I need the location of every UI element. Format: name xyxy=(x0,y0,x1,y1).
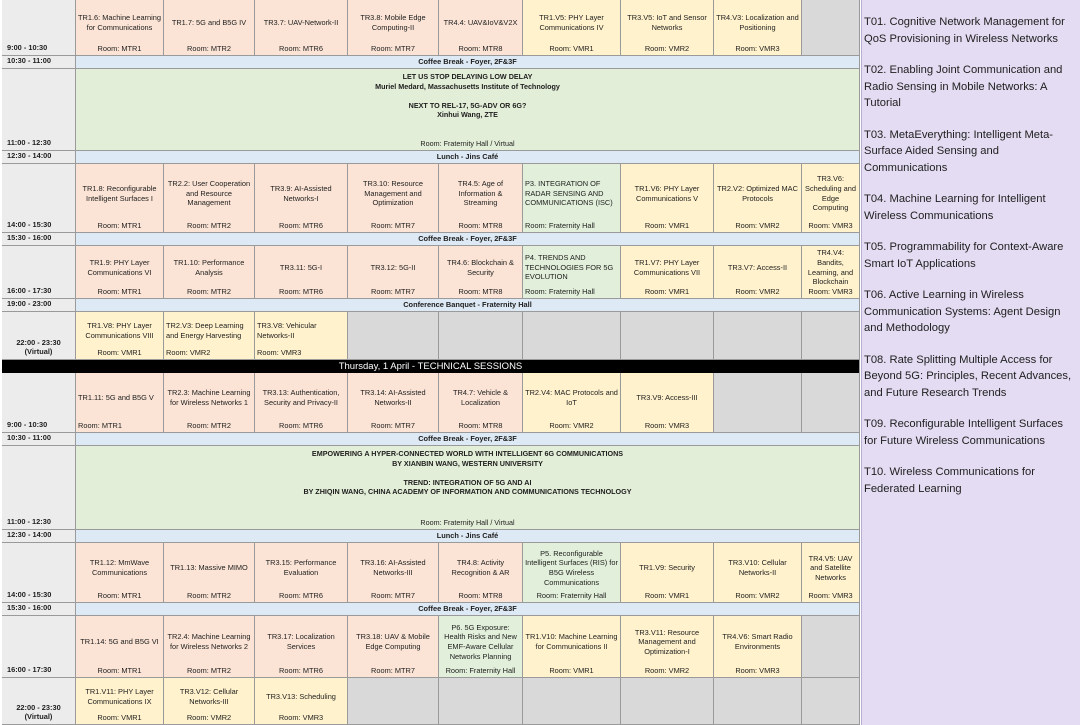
session-room: Room: MTR6 xyxy=(279,221,323,230)
session-room: Room: MTR8 xyxy=(458,591,503,600)
break-label: Coffee Break - Foyer, 2F&3F xyxy=(418,57,517,67)
session-room: Room: MTR1 xyxy=(97,666,142,675)
session-title: TR4.7: Vehicle & Localization xyxy=(452,388,509,407)
session-title: TR1.13: Massive MIMO xyxy=(170,563,248,573)
session-room: Room: MTR7 xyxy=(371,221,415,230)
session-cell[interactable] xyxy=(439,0,523,56)
session-cell[interactable] xyxy=(523,164,621,233)
break-label: Lunch - Jins Café xyxy=(436,152,499,162)
plenary-line xyxy=(76,91,859,101)
empty-slot xyxy=(802,678,860,725)
session-room: Room: MTR6 xyxy=(279,666,323,675)
session-title: TR1.V9: Security xyxy=(639,563,695,573)
session-title: P6. 5G Exposure: Health Risks and New EMF-Aware Cellular Networks Planning xyxy=(444,622,517,661)
session-cell[interactable] xyxy=(714,0,802,56)
session-cell[interactable] xyxy=(621,373,714,433)
empty-slot xyxy=(621,678,714,725)
session-room: Room: MTR8 xyxy=(458,44,503,53)
empty-slot xyxy=(523,678,621,725)
session-room: Room: MTR2 xyxy=(187,666,231,675)
session-room: Room: MTR7 xyxy=(371,287,415,296)
session-cell[interactable] xyxy=(164,312,255,360)
time-slot xyxy=(2,246,76,299)
time-slot-label: 22:00 - 23:30 xyxy=(16,702,61,712)
session-cell[interactable] xyxy=(348,164,439,233)
session-room: Room: VMR2 xyxy=(735,221,780,230)
empty-slot xyxy=(348,312,439,360)
session-room: Room: MTR7 xyxy=(371,44,415,53)
session-title: TR3.V6: Scheduling and Edge Computing xyxy=(805,174,856,213)
session-cell[interactable] xyxy=(255,164,348,233)
session-title: TR3.15: Performance Evaluation xyxy=(265,558,337,577)
session-title: TR3.V13: Scheduling xyxy=(266,691,336,701)
session-title: TR3.V8: Vehicular Networks-II xyxy=(257,321,317,340)
session-cell[interactable] xyxy=(523,373,621,433)
session-room: Room: MTR2 xyxy=(187,421,231,430)
time-slot-label: 22:00 - 23:30 xyxy=(16,337,61,347)
session-title: TR1.V8: PHY Layer Communications VIII xyxy=(85,321,154,340)
session-title: P5. Reconfigurable Intelligent Surfaces (RIS) for B5G Wireless Communications xyxy=(525,548,618,587)
plenary-line: LET US STOP DELAYING LOW DELAY xyxy=(402,72,533,81)
session-title: TR2.V4: MAC Protocols and IoT xyxy=(525,388,618,407)
session-room: Room: MTR2 xyxy=(187,591,231,600)
session-title: TR4.V6: Smart Radio Environments xyxy=(722,632,793,651)
time-slot-label: 9:00 - 10:30 xyxy=(7,43,48,53)
session-cell[interactable] xyxy=(76,0,164,56)
session-cell[interactable] xyxy=(348,0,439,56)
empty-slot xyxy=(714,373,802,433)
session-title: TR4.V4: Bandits, Learning, and Blockchain xyxy=(807,248,854,287)
session-cell[interactable] xyxy=(714,246,802,299)
session-room: Room: VMR3 xyxy=(257,348,302,357)
session-room: Room: VMR3 xyxy=(735,666,780,675)
time-slot-label: 11:00 - 12:30 xyxy=(7,138,51,148)
break-label: Coffee Break - Foyer, 2F&3F xyxy=(418,434,517,444)
empty-slot xyxy=(439,312,523,360)
empty-slot xyxy=(802,616,860,678)
time-slot xyxy=(2,446,76,530)
plenary-line: Xinhui Wang, ZTE xyxy=(437,110,498,120)
session-title: TR1.7: 5G and B5G IV xyxy=(171,18,247,28)
plenary-line: TREND: INTEGRATION OF 5G AND AI xyxy=(403,477,532,487)
session-cell[interactable] xyxy=(255,543,348,603)
session-cell[interactable] xyxy=(76,616,164,678)
tutorial-item: T01. Cognitive Network Management for QoS Provisioning in Wireless Networks xyxy=(864,16,1065,45)
tutorial-item: T03. MetaEverything: Intelligent Meta-Surface Aided Sensing and Communications xyxy=(864,128,1054,174)
plenary-line xyxy=(76,468,859,478)
session-cell[interactable] xyxy=(439,246,523,299)
session-cell[interactable] xyxy=(164,0,255,56)
session-room: Room: MTR1 xyxy=(97,221,142,230)
session-title: TR3.14: AI-Assisted Networks-II xyxy=(360,388,426,407)
session-cell[interactable] xyxy=(802,246,860,299)
session-title: TR4.8: Activity Recognition & AR xyxy=(451,558,510,577)
session-title: TR3.11: 5G-I xyxy=(279,262,323,272)
break-band xyxy=(76,151,860,164)
session-title: TR3.17: Localization Services xyxy=(267,632,335,651)
session-title: TR1.V6: PHY Layer Communications V xyxy=(634,183,700,203)
session-room: Room: VMR1 xyxy=(644,221,690,230)
session-title: TR2.V2: Optimized MAC Protocols xyxy=(717,183,798,203)
session-title: TR4.V3: Localization and Positioning xyxy=(716,13,799,32)
tutorials-panel xyxy=(861,0,1080,725)
time-slot-label: 14:00 - 15:30 xyxy=(7,590,52,600)
session-cell[interactable] xyxy=(255,246,348,299)
empty-slot xyxy=(348,678,439,725)
session-room: Room: MTR1 xyxy=(97,591,142,600)
time-slot-label: 15:30 - 16:00 xyxy=(7,233,52,243)
session-title: TR2.3: Machine Learning for Wireless Networks 1 xyxy=(167,388,251,407)
day-title: Thursday, 1 April - TECHNICAL SESSIONS xyxy=(338,360,523,372)
session-cell[interactable] xyxy=(348,246,439,299)
plenary-room: Room: Fraternity Hall / Virtual xyxy=(420,139,515,149)
session-title: TR4.4: UAV&IoV&V2X xyxy=(443,18,518,28)
time-slot xyxy=(2,373,76,433)
session-title: TR1.14: 5G and B5G VI xyxy=(80,637,159,647)
time-slot xyxy=(2,543,76,603)
session-room: Room: Fraternity Hall xyxy=(536,591,607,600)
session-room: Room: VMR1 xyxy=(549,44,594,53)
break-band xyxy=(76,233,860,246)
session-cell[interactable] xyxy=(621,164,714,233)
session-cell[interactable] xyxy=(621,543,714,603)
empty-slot xyxy=(802,373,860,433)
session-cell[interactable] xyxy=(76,164,164,233)
session-room: Room: VMR2 xyxy=(735,591,780,600)
session-cell[interactable] xyxy=(348,373,439,433)
session-title: TR3.9: AI-Assisted Networks-I xyxy=(270,183,332,203)
break-label: Coffee Break - Foyer, 2F&3F xyxy=(418,604,517,614)
plenary-room: Room: Fraternity Hall / Virtual xyxy=(420,518,515,528)
session-room: Room: VMR2 xyxy=(644,666,690,675)
time-slot-label: 14:00 - 15:30 xyxy=(7,220,52,230)
session-cell[interactable] xyxy=(523,0,621,56)
session-cell[interactable] xyxy=(76,312,164,360)
session-room: Room: MTR8 xyxy=(458,221,503,230)
session-cell[interactable] xyxy=(164,543,255,603)
session-title: TR2.4: Machine Learning for Wireless Networks 2 xyxy=(167,632,251,651)
time-slot xyxy=(2,151,76,164)
session-room: Room: VMR3 xyxy=(808,221,853,230)
session-title: TR1.8: Reconfigurable Intelligent Surfaces I xyxy=(82,183,157,203)
session-cell[interactable] xyxy=(164,616,255,678)
session-title: TR3.13: Authentication, Security and Privacy-II xyxy=(262,388,340,407)
time-slot-label: 9:00 - 10:30 xyxy=(7,420,48,430)
tutorial-item: T09. Reconfigurable Intelligent Surfaces for Future Wireless Communications xyxy=(864,418,1064,447)
time-slot xyxy=(2,616,76,678)
session-room: Room: MTR6 xyxy=(279,421,323,430)
session-title: TR3.8: Mobile Edge Computing-II xyxy=(360,13,426,32)
session-room: Room: MTR6 xyxy=(279,287,323,296)
session-room: Room: MTR1 xyxy=(78,421,122,430)
session-title: TR3.16: AI-Assisted Networks-III xyxy=(360,558,426,577)
session-cell[interactable] xyxy=(523,543,621,603)
break-label: Coffee Break - Foyer, 2F&3F xyxy=(418,234,517,244)
session-room: Room: VMR1 xyxy=(644,591,690,600)
session-cell[interactable] xyxy=(164,246,255,299)
session-cell[interactable] xyxy=(76,678,164,725)
session-title: TR4.6: Blockchain & Security xyxy=(447,257,514,277)
session-room: Room: VMR3 xyxy=(808,287,853,296)
session-room: Room: Fraternity Hall xyxy=(525,221,595,230)
session-room: Room: MTR7 xyxy=(371,421,415,430)
session-title: TR4.V5: UAV and Satellite Networks xyxy=(808,553,853,582)
time-slot xyxy=(2,433,76,446)
session-title: TR1.V11: PHY Layer Communications IX xyxy=(85,686,154,706)
session-cell[interactable] xyxy=(439,616,523,678)
session-room: Room: VMR2 xyxy=(735,287,780,296)
empty-slot xyxy=(802,0,860,56)
break-label: Conference Banquet - Fraternity Hall xyxy=(403,300,532,310)
session-room: Room: VMR2 xyxy=(166,348,211,357)
session-title: TR1.6: Machine Learning for Communications xyxy=(78,13,161,32)
session-room: Room: VMR2 xyxy=(644,44,690,53)
session-room: Room: VMR2 xyxy=(549,421,594,430)
break-band xyxy=(76,56,860,69)
session-cell[interactable] xyxy=(348,616,439,678)
session-title: TR3.10: Resource Management and Optimization xyxy=(363,179,423,208)
session-cell[interactable] xyxy=(621,616,714,678)
session-cell[interactable] xyxy=(439,164,523,233)
break-band xyxy=(76,603,860,616)
session-room: Room: VMR3 xyxy=(644,421,690,430)
session-title: TR1.11: 5G and B5G V xyxy=(78,393,154,403)
session-cell[interactable] xyxy=(164,164,255,233)
plenary-line: BY XIANBIN WANG, WESTERN UNIVERSITY xyxy=(392,458,543,468)
session-cell[interactable] xyxy=(255,312,348,360)
time-slot xyxy=(2,233,76,246)
session-cell[interactable] xyxy=(714,164,802,233)
session-cell[interactable] xyxy=(255,678,348,725)
tutorial-item: T10. Wireless Communications for Federated Learning xyxy=(864,466,1035,495)
empty-slot xyxy=(621,312,714,360)
plenary-session[interactable] xyxy=(76,446,860,530)
session-cell[interactable] xyxy=(621,246,714,299)
time-slot xyxy=(2,299,76,312)
session-room: Room: MTR1 xyxy=(97,44,142,53)
empty-slot xyxy=(439,678,523,725)
session-cell[interactable] xyxy=(164,373,255,433)
session-title: TR4.5: Age of Information & Streaming xyxy=(457,179,504,208)
session-cell[interactable] xyxy=(439,543,523,603)
session-cell[interactable] xyxy=(523,246,621,299)
time-slot xyxy=(2,56,76,69)
session-title: TR3.V7: Access-II xyxy=(727,262,788,272)
session-title: TR1.10: Performance Analysis xyxy=(173,257,245,277)
session-room: Room: Fraternity Hall xyxy=(445,666,516,675)
time-slot xyxy=(2,678,76,725)
session-room: Room: VMR3 xyxy=(278,713,324,722)
plenary-line: BY ZHIQIN WANG, CHINA ACADEMY OF INFORMATION AND COMMUNICATIONS TECHNOLOGY xyxy=(303,487,632,497)
session-cell[interactable] xyxy=(164,678,255,725)
time-slot-label: 10:30 - 11:00 xyxy=(7,433,51,443)
session-cell[interactable] xyxy=(523,616,621,678)
break-label: Lunch - Jins Café xyxy=(436,531,499,541)
session-room: Room: MTR1 xyxy=(97,287,142,296)
session-room: Room: VMR1 xyxy=(97,348,142,357)
session-title: TR1.V7: PHY Layer Communications VII xyxy=(633,257,701,277)
session-title: TR3.V12: Cellular Networks-III xyxy=(179,686,239,706)
session-title: TR3.V9: Access-III xyxy=(636,393,698,403)
session-title: TR1.V5: PHY Layer Communications IV xyxy=(539,13,604,32)
time-slot xyxy=(2,0,76,56)
time-slot-label: 19:00 - 23:00 xyxy=(7,299,52,309)
break-band xyxy=(76,299,860,312)
session-room: Room: MTR2 xyxy=(187,287,231,296)
session-title: P4. TRENDS AND TECHNOLOGIES FOR 5G EVOLUTION xyxy=(525,253,614,282)
session-cell[interactable] xyxy=(255,616,348,678)
session-room: Room: MTR6 xyxy=(279,44,323,53)
time-slot-label: 12:30 - 14:00 xyxy=(7,530,52,540)
session-room: Room: MTR8 xyxy=(458,287,503,296)
empty-slot xyxy=(714,678,802,725)
empty-slot xyxy=(714,312,802,360)
session-room: Room: VMR2 xyxy=(186,713,232,722)
plenary-line: EMPOWERING A HYPER-CONNECTED WORLD WITH INTELLIGENT 6G COMMUNICATIONS xyxy=(311,449,624,458)
session-title: TR2.2: User Cooperation and Resource Management xyxy=(167,179,251,208)
session-title: TR3.V10: Cellular Networks-II xyxy=(728,558,787,577)
session-title: TR2.V3: Deep Learning and Energy Harvesting xyxy=(166,321,244,340)
session-room: Room: MTR6 xyxy=(279,591,323,600)
time-slot-virtual-label: (Virtual) xyxy=(24,347,53,357)
time-slot-label: 16:00 - 17:30 xyxy=(7,286,52,296)
plenary-session[interactable] xyxy=(76,69,860,151)
session-cell[interactable] xyxy=(621,0,714,56)
time-slot-label: 15:30 - 16:00 xyxy=(7,603,52,613)
session-title: TR1.9: PHY Layer Communications VI xyxy=(87,257,152,277)
session-cell[interactable] xyxy=(76,246,164,299)
session-cell[interactable] xyxy=(255,373,348,433)
session-room: Room: MTR2 xyxy=(187,44,231,53)
tutorial-item: T02. Enabling Joint Communication and Radio Sensing in Mobile Networks: A Tutorial xyxy=(864,63,1063,110)
time-slot xyxy=(2,69,76,151)
session-cell[interactable] xyxy=(76,373,164,433)
break-band xyxy=(76,530,860,543)
session-cell[interactable] xyxy=(802,164,860,233)
session-room: Room: MTR7 xyxy=(371,591,415,600)
session-room: Room: Fraternity Hall xyxy=(525,287,595,296)
session-room: Room: MTR7 xyxy=(371,666,415,675)
session-room: Room: VMR3 xyxy=(735,44,780,53)
session-title: TR1.12: MmWave Communications xyxy=(89,558,150,577)
empty-slot xyxy=(523,312,621,360)
session-room: Room: VMR1 xyxy=(97,713,142,722)
session-title: TR3.7: UAV-Network-II xyxy=(263,18,339,28)
break-band xyxy=(76,433,860,446)
session-room: Room: VMR1 xyxy=(549,666,594,675)
session-title: TR3.12: 5G-II xyxy=(370,262,416,272)
schedule-grid xyxy=(2,0,860,725)
session-cell[interactable] xyxy=(76,543,164,603)
tutorial-item: T04. Machine Learning for Intelligent Wireless Communications xyxy=(864,193,1046,222)
tutorial-item: T05. Programmability for Context-Aware Smart IoT Applications xyxy=(864,241,1064,270)
session-cell[interactable] xyxy=(255,0,348,56)
time-slot xyxy=(2,312,76,360)
tutorial-item: T06. Active Learning in Wireless Communication Systems: Agent Design and Methodology xyxy=(864,289,1061,335)
tutorial-item: T08. Rate Splitting Multiple Access for Beyond 5G: Principles, Recent Advances, and Future Research Trends xyxy=(864,353,1072,399)
time-slot-label: 11:00 - 12:30 xyxy=(7,517,51,527)
empty-slot xyxy=(802,312,860,360)
session-title: TR3.18: UAV & Mobile Edge Computing xyxy=(356,632,430,651)
time-slot xyxy=(2,603,76,616)
time-slot-virtual-label: (Virtual) xyxy=(24,712,53,722)
session-cell[interactable] xyxy=(802,543,860,603)
plenary-line: NEXT TO REL-17, 5G-ADV OR 6G? xyxy=(408,100,527,110)
time-slot-label: 12:30 - 14:00 xyxy=(7,151,52,161)
session-room: Room: VMR3 xyxy=(808,591,853,600)
session-cell[interactable] xyxy=(439,373,523,433)
time-slot xyxy=(2,530,76,543)
time-slot-label: 16:00 - 17:30 xyxy=(7,665,52,675)
session-room: Room: VMR1 xyxy=(644,287,690,296)
session-cell[interactable] xyxy=(348,543,439,603)
day-header xyxy=(2,360,860,373)
plenary-line: Muriel Medard, Massachusetts Institute of Technology xyxy=(375,81,560,91)
time-slot xyxy=(2,164,76,233)
session-title: TR3.V5: IoT and Sensor Networks xyxy=(627,13,707,32)
time-slot-label: 10:30 - 11:00 xyxy=(7,56,51,66)
session-title: TR3.V11: Resource Management and Optimization-I xyxy=(634,627,700,656)
session-cell[interactable] xyxy=(714,616,802,678)
session-cell[interactable] xyxy=(714,543,802,603)
session-title: P3. INTEGRATION OF RADAR SENSING AND COMMUNICATIONS (ISC) xyxy=(525,179,613,208)
session-room: Room: MTR8 xyxy=(458,421,503,430)
session-title: TR1.V10: Machine Learning for Communications II xyxy=(525,632,618,651)
session-room: Room: MTR2 xyxy=(187,221,231,230)
